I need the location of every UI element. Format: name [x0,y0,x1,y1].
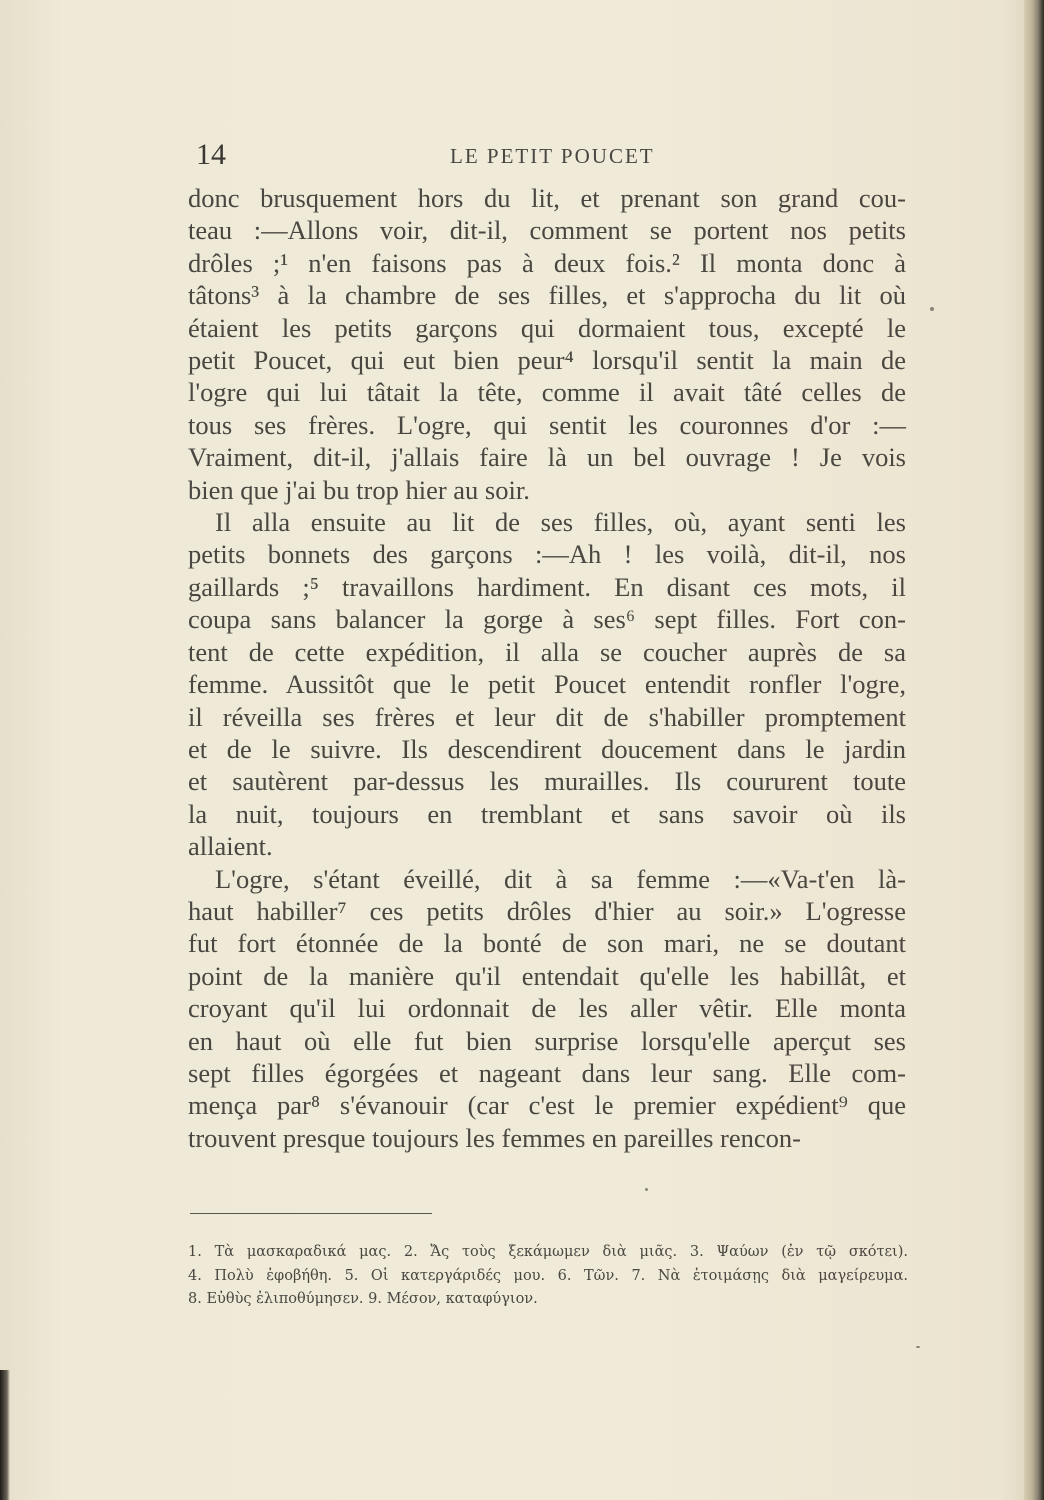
text-line: allaient. [188,831,273,862]
text-line: en haut où elle fut bien surprise lorsqu'elle aperçut ses [188,1025,906,1056]
text-line: petits bonnets des garçons :—Ah ! les voilà, dit-il, nos [188,539,906,570]
footnotes [188,1241,908,1312]
text-line: gaillards ;⁵ travaillons hardiment. En disant ces mots, il [188,571,906,602]
text-line: Vraiment, dit-il, j'allais faire là un bel ouvrage ! Je vois [188,442,906,473]
text-line: Il alla ensuite au lit de ses filles, où, ayant senti les [215,507,906,538]
footnote-divider [190,1213,432,1214]
text-line: croyant qu'il lui ordonnait de les aller vêtir. Elle monta [188,993,906,1024]
text-line: donc brusquement hors du lit, et prenant son grand cou- [188,183,906,213]
ink-speck [645,1188,648,1191]
text-line: point de la manière qu'il entendait qu'elle les habillât, et [188,960,906,991]
ink-speck [930,307,934,311]
text-line: et sautèrent par-dessus les murailles. Ils coururent toute [188,766,906,797]
paragraph [188,863,906,1155]
text-line: tent de cette expédition, il alla se coucher auprès de sa [188,636,906,667]
text-line: femme. Aussitôt que le petit Poucet entendit ronfler l'ogre, [188,669,906,700]
footnote-line: 4. Πολὺ ἐφοβήθη. 5. Οἱ κατεργάριδές μου. 6. Τῶν. 7. Νὰ ἑτοιμάσῃς διὰ μαγείρευμα. [188,1267,908,1284]
text-line: la nuit, toujours en tremblant et sans savoir où ils [188,798,906,829]
ink-speck [916,1346,920,1348]
text-line: mença par⁸ s'évanouir (car c'est le premier expédient⁹ que [188,1090,906,1121]
body-text [188,182,906,1154]
text-line: bien que j'ai bu trop hier au soir. [188,474,530,505]
footnote-line: 1. Τὰ μασκαραδικά μας. 2. Ἄς τοὺς ξεκάμωμεν διὰ μιᾶς. 3. Ψαύων (ἐν τῷ σκότει). [188,1244,908,1260]
text-line: l'ogre qui lui tâtait la tête, comme il avait tâté celles de [188,377,906,408]
text-line: il réveilla ses frères et leur dit de s'habiller promptement [188,701,906,732]
text-line: et de le suivre. Ils descendirent doucement dans le jardin [188,733,906,764]
text-line: tâtons³ à la chambre de ses filles, et s'approcha du lit où [188,280,906,311]
page-number: 14 [196,138,226,171]
text-line: petit Poucet, qui eut bien peur⁴ lorsqu'il sentit la main de [188,345,906,376]
text-line: sept filles égorgées et nageant dans leur sang. Elle com- [188,1057,906,1088]
footnote-line: 8. Εὐθὺς ἐλιποθύμησεν. 9. Μέσον, καταφύγιον. [188,1291,538,1307]
running-head: LE PETIT POUCET [450,144,655,168]
text-line: trouvent presque toujours les femmes en pareilles rencon- [188,1122,801,1153]
text-line: drôles ;¹ n'en faisons pas à deux fois.² Il monta donc à [188,247,906,278]
text-line: fut fort étonnée de la bonté de son mari, ne se doutant [188,928,906,959]
text-line: étaient les petits garçons qui dormaient tous, excepté le [188,312,906,343]
text-line: L'ogre, s'étant éveillé, dit à sa femme :—«Va-t'en là- [215,863,906,894]
page-header [196,138,906,174]
page-right-edge [1024,0,1044,1500]
text-line: teau :—Allons voir, dit-il, comment se portent nos petits [188,215,906,246]
paragraph [188,182,906,506]
text-line: tous ses frères. L'ogre, qui sentit les couronnes d'or :— [188,409,906,440]
binding-shadow [0,1370,10,1500]
text-line: haut habiller⁷ ces petits drôles d'hier au soir.» L'ogresse [188,895,906,926]
paragraph [188,506,906,862]
text-line: coupa sans balancer la gorge à ses⁶ sept filles. Fort con- [188,604,906,635]
